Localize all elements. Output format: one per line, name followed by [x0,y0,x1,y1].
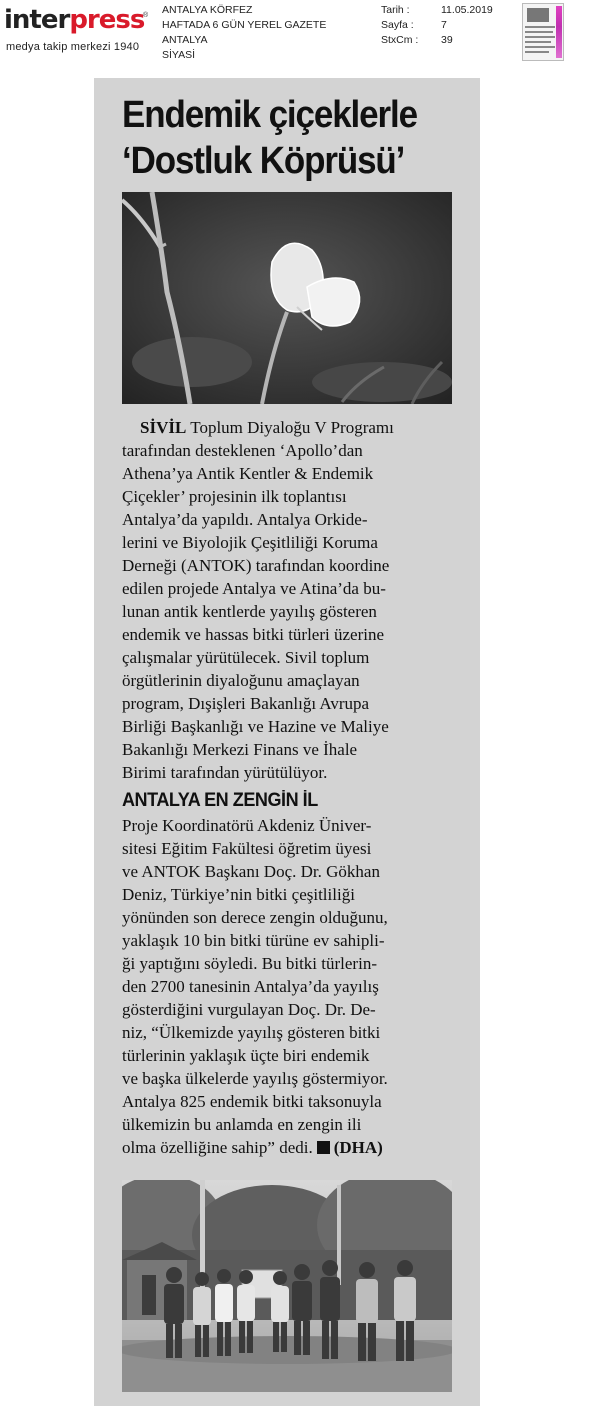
publication-frequency: HAFTADA 6 GÜN YEREL GAZETE [162,19,327,31]
paragraph-1-line: Birimi tarafından yürütülüyor. [122,763,328,782]
date-value: 11.05.2019 [441,4,493,16]
stxcm-label: StxCm : [381,34,419,46]
paragraph-2-line: niz, “Ülkemizde yayılış gösteren bitki [122,1023,381,1042]
publication-info [162,3,326,63]
paragraph-1-line: endemik ve hassas bitki türleri üzerine [122,625,384,644]
interpress-logo [4,5,152,57]
paragraph-2-line: yaklaşık 10 bin bitki türüne ev sahipli- [122,931,385,950]
paragraph-2-line: yönünden son derece zengin olduğunu, [122,908,388,927]
news-agency-credit: (DHA) [333,1138,383,1157]
clip-details [381,3,493,48]
publication-city: ANTALYA [162,34,208,46]
registered-mark: ® [143,12,149,19]
paragraph-1-line: Athena’ya Antik Kentler & Endemik [122,464,374,483]
paragraph-2-line: Proje Koordinatörü Akdeniz Üniver- [122,816,372,835]
thumbnail-photo [527,8,549,22]
headline-line-1: Endemik çiçeklerle [122,94,417,136]
paragraph-1-line: Derneği (ANTOK) tarafından koordine [122,556,390,575]
stxcm-value: 39 [441,34,453,46]
lead-word: SİVİL [140,418,187,437]
publication-category: SİYASİ [162,49,196,61]
paragraph-1-line: çalışmalar yürütülecek. Sivil toplum [122,648,370,667]
thumbnail-highlight [556,6,562,58]
paragraph-2-line: ği yaptığını söyledi. Bu bitki türlerin- [122,954,377,973]
publication-name: ANTALYA KÖRFEZ [162,4,253,16]
end-square-icon [317,1141,330,1154]
paragraph-1-line: Birliği Başkanlığı ve Hazine ve Maliye [122,717,389,736]
group-photo [122,1180,452,1392]
paragraph-1-line: tarafından desteklenen ‘Apollo’dan [122,441,363,460]
page-label: Sayfa : [381,19,414,31]
flower-photo [122,192,452,404]
paragraph-1-line: edilen projede Antalya ve Atina’da bu- [122,579,386,598]
paragraph-1-line: program, Dışişleri Bakanlığı Avrupa [122,694,370,713]
paragraph-1-line: lunan antik kentlerde yayılış gösteren [122,602,377,621]
logo-wordmark: interpress [4,5,145,35]
paragraph-2-line: Deniz, Türkiye’nin bitki çeşitliliği [122,885,355,904]
article-body [122,416,452,1159]
paragraph-2-last-line: olma özelliğine sahip” dedi. (DHA) [122,1138,383,1157]
paragraph-2-line: ve ANTOK Başkanı Doç. Dr. Gökhan [122,862,380,881]
article-headline [122,92,444,184]
paragraph-1-line: Bakanlığı Merkezi Finans ve İhale [122,740,358,759]
paragraph-2-line: türlerinin yaklaşık üçte biri endemik [122,1046,370,1065]
paragraph-2-line: den 2700 tanesinin Antalya’da yayılış [122,977,379,996]
paragraph-2-line: Antalya 825 endemik bitki taksonuyla [122,1092,382,1111]
logo-tagline: medya takip merkezi 1940 [6,41,140,53]
paragraph-2-line: ülkemizin bu anlamda en zengin ili [122,1115,362,1134]
page-value: 7 [441,19,447,31]
headline-line-2: ‘Dostluk Köprüsü’ [122,140,405,182]
page-thumbnail[interactable] [522,3,564,61]
section-subheading: ANTALYA EN ZENGİN İL [122,790,318,811]
paragraph-1-line: SİVİL Toplum Diyaloğu V Programı [122,416,452,439]
paragraph-2-line: ve başka ülkelerde yayılış göstermiyor. [122,1069,388,1088]
paragraph-1-line: Antalya’da yapıldı. Antalya Orkide- [122,510,368,529]
paragraph-1-line: örgütlerinin diyaloğunu amaçlayan [122,671,360,690]
paragraph-2-line: gösterdiğini vurgulayan Doç. Dr. De- [122,1000,376,1019]
paragraph-1-line: Çiçekler’ projesinin ilk toplantısı [122,487,347,506]
paragraph-1-line: lerini ve Biyolojik Çeşitliliği Koruma [122,533,378,552]
paragraph-2-line: sitesi Eğitim Fakültesi öğretim üyesi [122,839,372,858]
date-label: Tarih : [381,4,410,16]
